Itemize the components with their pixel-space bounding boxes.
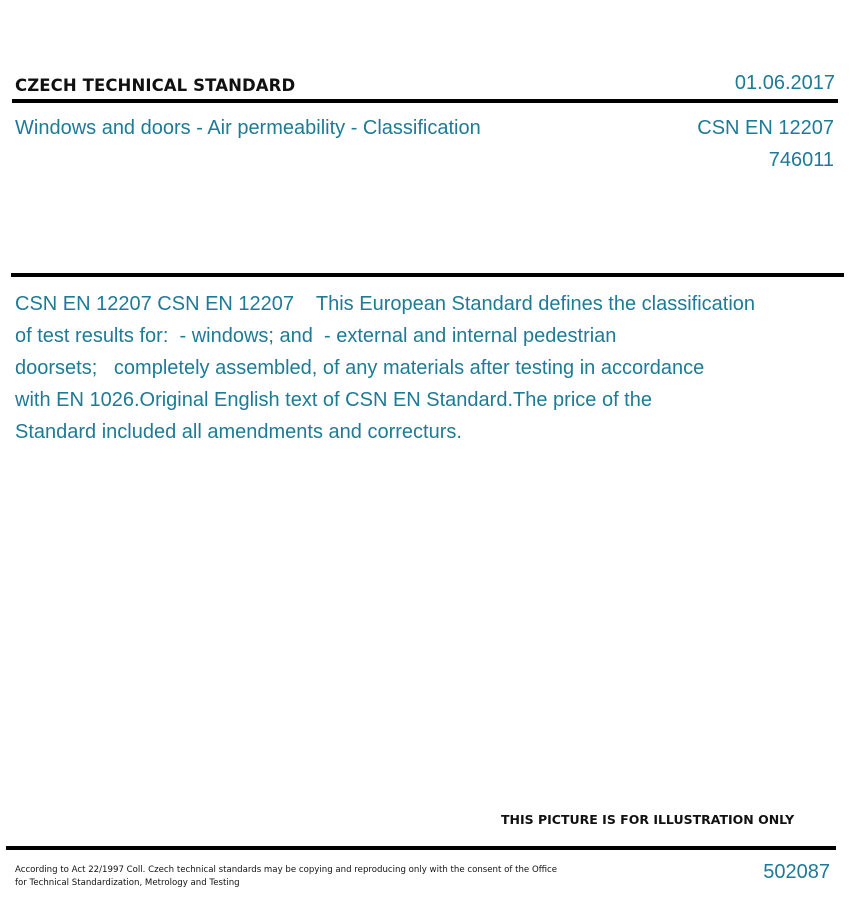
section-divider	[11, 273, 844, 277]
document-type-heading: CZECH TECHNICAL STANDARD	[15, 76, 296, 95]
publication-date: 01.06.2017	[734, 72, 835, 94]
standard-code: CSN EN 12207	[697, 117, 834, 139]
header-divider	[12, 99, 838, 103]
footer-divider	[6, 846, 836, 850]
standard-abstract: CSN EN 12207 CSN EN 12207 This European Standard defines the classification of test results for: - windows; and - external and internal pedestrian doorsets; completely assembled, of any materials after testing in accordance with EN 1026.Original English text of CSN EN Standard.The price of the Standard included all amendments and correcturs.	[15, 293, 756, 443]
legal-notice	[15, 864, 595, 890]
legal-notice-line: for Technical Standardization, Metrology and Testing	[15, 878, 240, 888]
standard-title: Windows and doors - Air permeability - Classification	[15, 117, 481, 139]
illustration-notice: THIS PICTURE IS FOR ILLUSTRATION ONLY	[501, 812, 795, 827]
legal-notice-line: According to Act 22/1997 Coll. Czech technical standards may be copying and reproducing only with the consent of the Office	[15, 865, 558, 875]
document-id: 502087	[763, 861, 830, 883]
classification-number: 746011	[768, 149, 834, 171]
